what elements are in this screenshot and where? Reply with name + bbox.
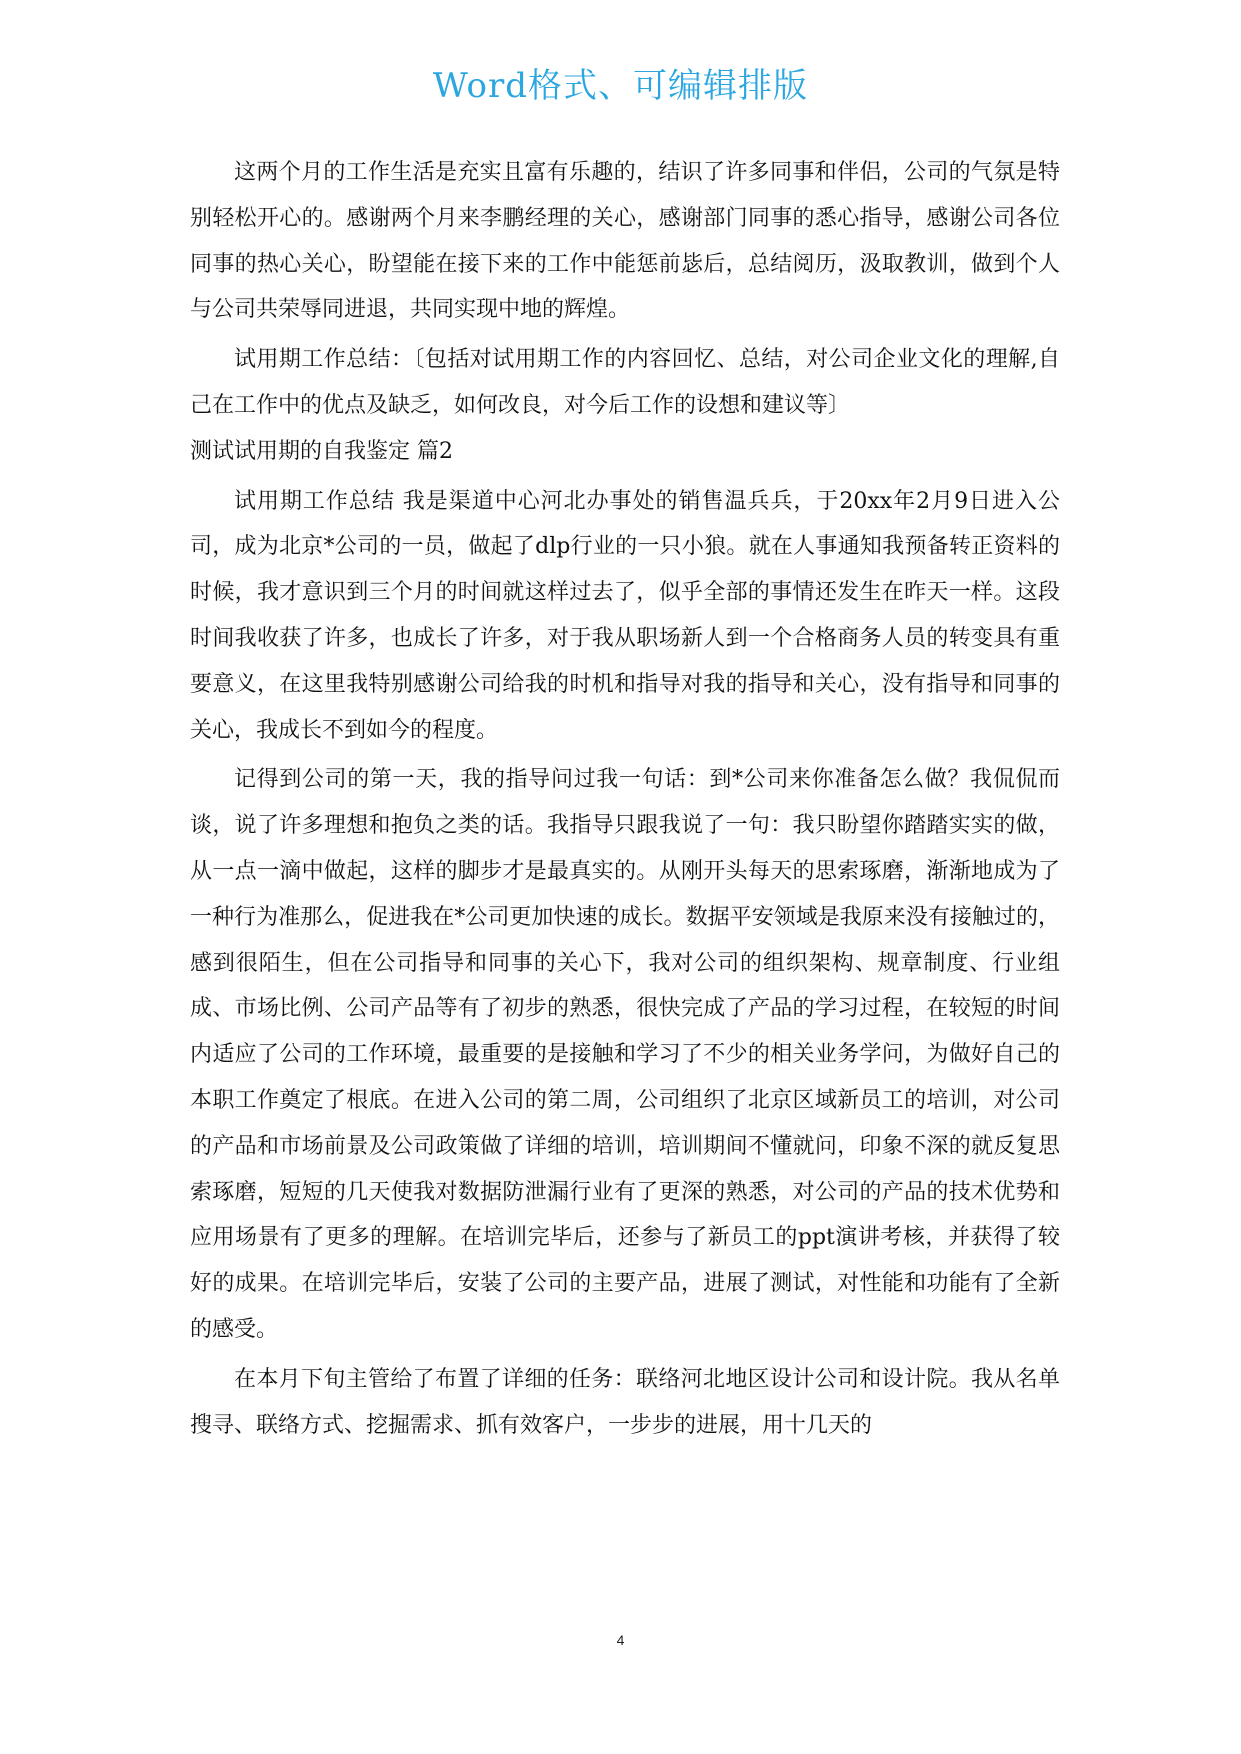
paragraph-1: 这两个月的工作生活是充实且富有乐趣的，结识了许多同事和伴侣，公司的气氛是特别轻松开心的。感谢两个月来李鹏经理的关心，感谢部门同事的悉心指导，感谢公司各位同事的热心关心，盼望能在接下来的工作中能惩前毖后，总结阅历，汲取教训，做到个人与公司共荣辱同进退，共同实现中地的辉煌。 (190, 160, 1060, 323)
paragraph-4: 记得到公司的第一天，我的指导问过我一句话：到*公司来你准备怎么做？我侃侃而谈，说了许多理想和抱负之类的话。我指导只跟我说了一句：我只盼望你踏踏实实的做，从一点一滴中做起，这样的脚步才是最真实的。从刚开头每天的思索琢磨，渐渐地成为了一种行为准那么，促进我在*公司更加快速的成长。数据平安领域是我原来没有接触过的，感到很陌生，但在公司指导和同事的关心下，我对公司的组织架构、规章制度、行业组成、市场比例、公司产品等有了初步的熟悉，很快完成了产品的学习过程，在较短的时间内适应了公司的工作环境，最重要的是接触和学习了不少的相关业务学问，为做好自己的本职工作奠定了根底。在进入公司的第二周，公司组织了北京区域新员工的培训，对公司的产品和市场前景及公司政策做了详细的培训，培训期间不懂就问，印象不深的就反复思索琢磨，短短的几天使我对数据防泄漏行业有了更深的熟悉，对公司的产品的技术优势和应用场景有了更多的理解。在培训完毕后，还参与了新员工的ppt演讲考核，并获得了较好的成果。在培训完毕后，安装了公司的主要产品，进展了测试，对性能和功能有了全新的感受。 (190, 767, 1060, 1342)
page-number: 4 (616, 1632, 625, 1648)
paragraph-5: 在本月下旬主管给了布置了详细的任务：联络河北地区设计公司和设计院。我从名单搜寻、联络方式、挖掘需求、抓有效客户，一步步的进展，用十几天的 (190, 1366, 1060, 1438)
paragraph-2: 试用期工作总结：〔包括对试用期工作的内容回忆、总结，对公司企业文化的理解,自己在工作中的优点及缺乏，如何改良，对今后工作的设想和建议等〕 (190, 347, 1060, 418)
section-heading: 测试试用期的自我鉴定 篇2 (190, 438, 453, 464)
body-text (190, 150, 1060, 1448)
header-title: Word格式、可编辑排版 (432, 66, 809, 106)
paragraph-3: 试用期工作总结 我是渠道中心河北办事处的销售温兵兵，于20xx年2月9日进入公司，成为北京*公司的一员，做起了dlp行业的一只小狼。就在人事通知我预备转正资料的时候，我才意识到三个月的时间就这样过去了，似乎全部的事情还发生在昨天一样。这段时间我收获了许多，也成长了许多，对于我从职场新人到一个合格商务人员的转变具有重要意义，在这里我特别感谢公司给我的时机和指导对我的指导和关心，没有指导和同事的关心，我成长不到如今的程度。 (190, 488, 1060, 743)
